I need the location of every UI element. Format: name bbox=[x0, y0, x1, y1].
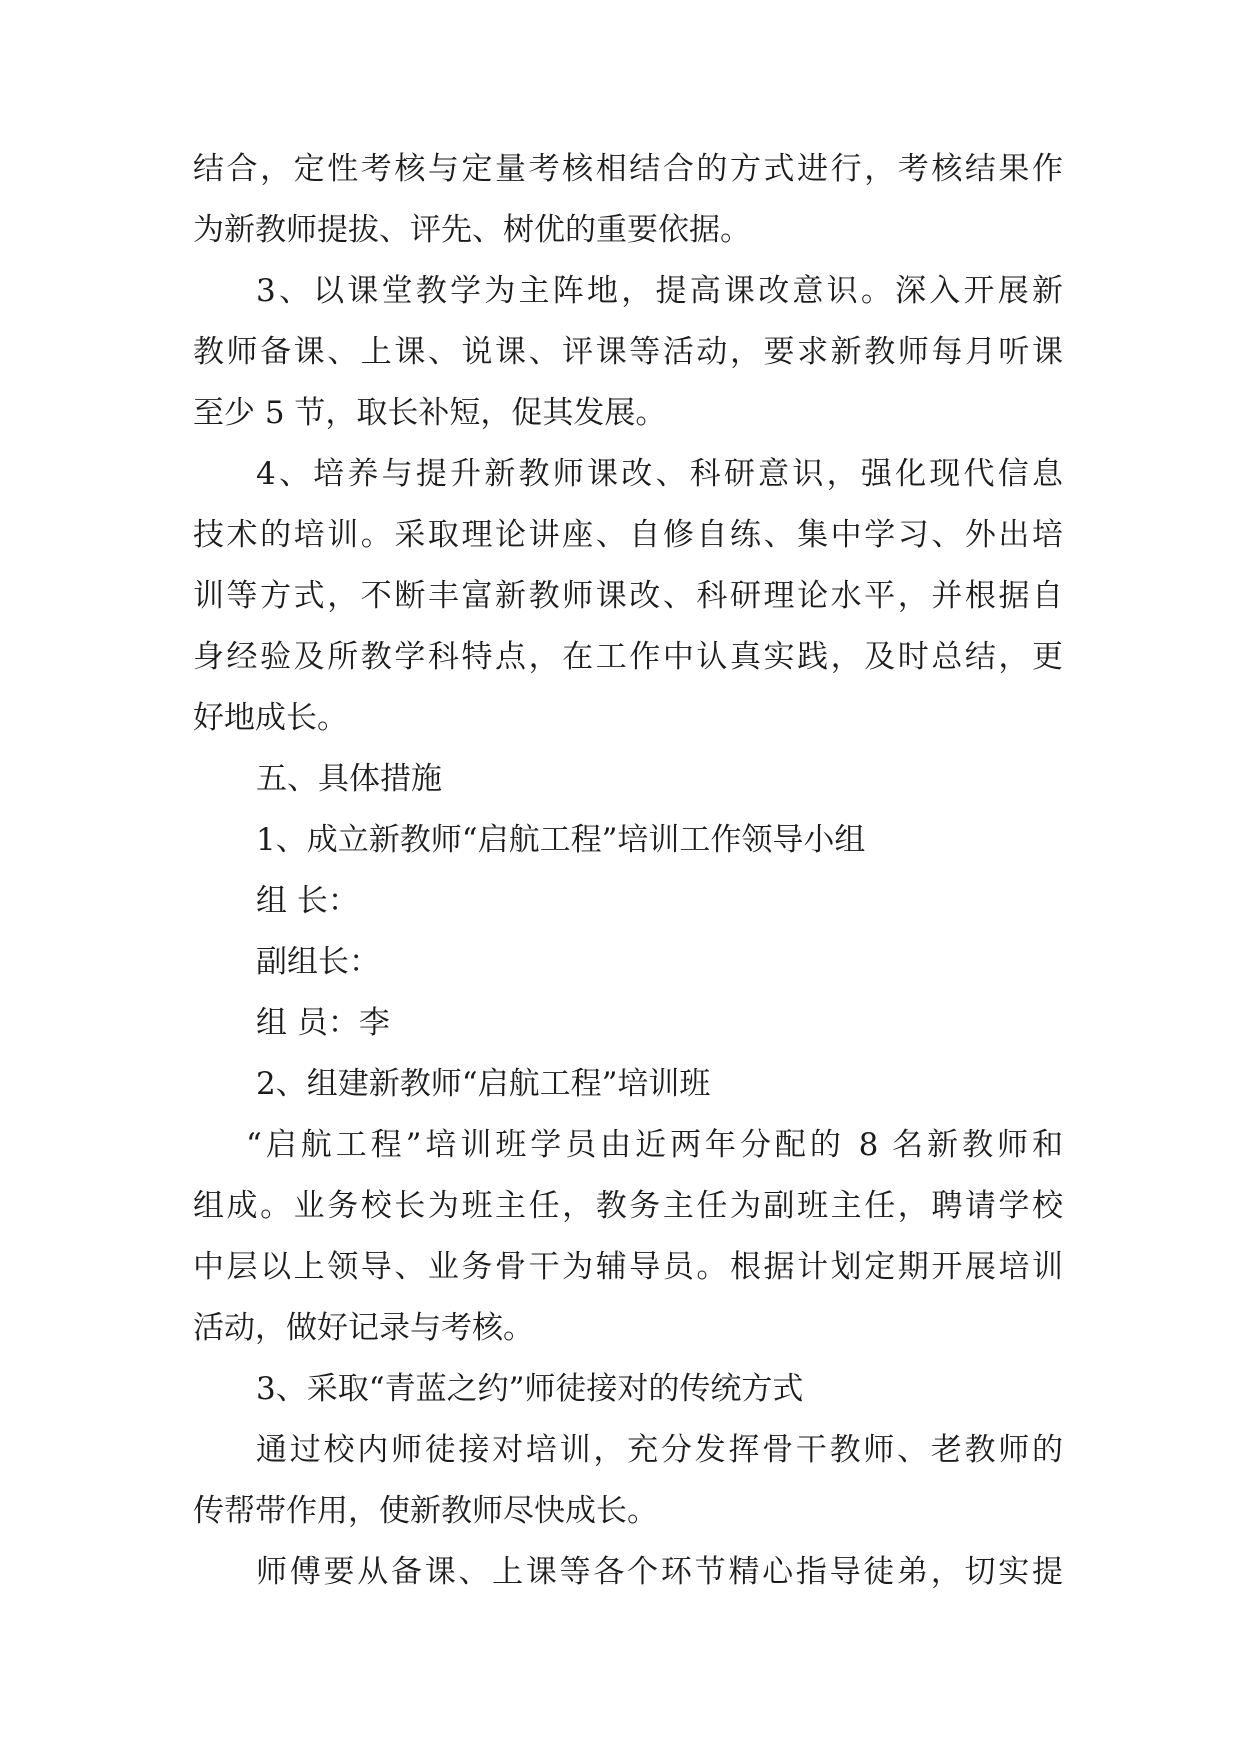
text-line: 3、以课堂教学为主阵地，提高课改意识。深入开展新 bbox=[256, 273, 1063, 309]
text-line: 传帮带作用，使新教师尽快成长。 bbox=[193, 1493, 658, 1529]
text-line: 通过校内师徒接对培训，充分发挥骨干教师、老教师的 bbox=[256, 1432, 1063, 1468]
text-line: 4、培养与提升新教师课改、科研意识，强化现代信息 bbox=[256, 456, 1063, 492]
text-line: 身经验及所教学科特点，在工作中认真实践，及时总结，更 bbox=[193, 639, 1063, 675]
text-line: 1、成立新教师“启航工程”培训工作领导小组 bbox=[256, 822, 866, 858]
section-heading: 五、具体措施 bbox=[256, 761, 442, 797]
text-line: 好地成长。 bbox=[193, 700, 348, 736]
text-line: 中层以上领导、业务骨干为辅导员。根据计划定期开展培训 bbox=[193, 1249, 1063, 1285]
text-line: “启航工程”培训班学员由近两年分配的 8 名新教师和 bbox=[246, 1127, 1063, 1163]
text-line: 组 员：李 bbox=[256, 1005, 390, 1041]
text-line: 训等方式，不断丰富新教师课改、科研理论水平，并根据自 bbox=[193, 578, 1063, 614]
text-line: 活动，做好记录与考核。 bbox=[193, 1310, 534, 1346]
text-line: 至少 5 节，取长补短，促其发展。 bbox=[193, 395, 667, 431]
text-line: 师傅要从备课、上课等各个环节精心指导徒弟，切实提 bbox=[256, 1554, 1063, 1590]
text-line: 组成。业务校长为班主任，教务主任为副班主任，聘请学校 bbox=[193, 1188, 1063, 1224]
text-line: 结合，定性考核与定量考核相结合的方式进行，考核结果作 bbox=[193, 151, 1063, 187]
text-line: 副组长： bbox=[256, 944, 380, 980]
text-line: 3、采取“青蓝之约”师徒接对的传统方式 bbox=[256, 1371, 804, 1407]
text-line: 2、组建新教师“启航工程”培训班 bbox=[256, 1066, 711, 1102]
text-line: 技术的培训。采取理论讲座、自修自练、集中学习、外出培 bbox=[193, 517, 1063, 553]
text-line: 组 长： bbox=[256, 883, 359, 919]
text-line: 为新教师提拔、评先、树优的重要依据。 bbox=[193, 212, 751, 248]
text-line: 教师备课、上课、说课、评课等活动，要求新教师每月听课 bbox=[193, 334, 1063, 370]
